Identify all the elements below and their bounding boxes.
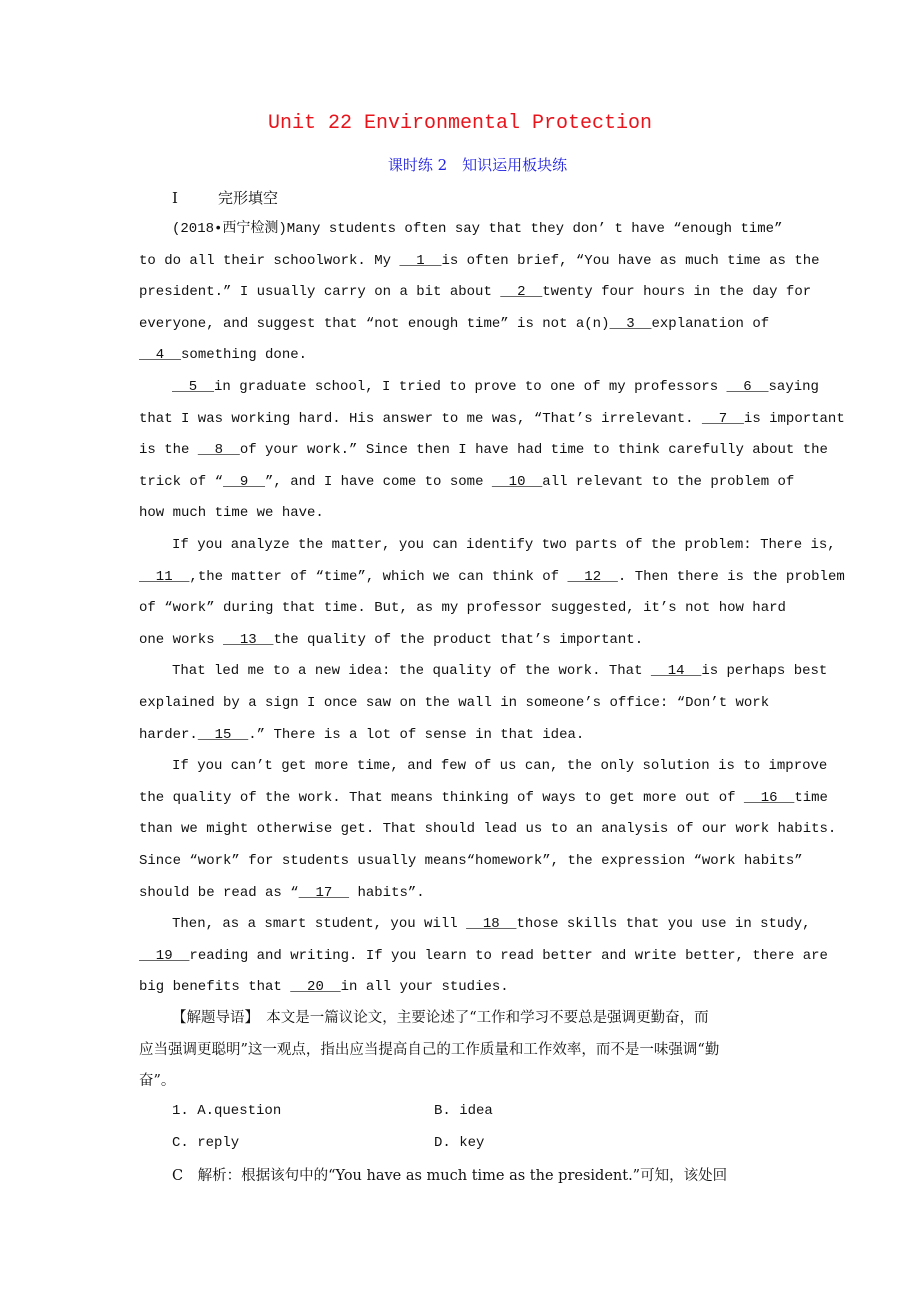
passage-text: one works xyxy=(139,632,224,648)
passage-text: is important xyxy=(743,411,845,427)
blank-4: 4 xyxy=(139,347,182,363)
blank-16: 16 xyxy=(743,790,795,806)
guide-line: 应当强调更聪明”这一观点，指出应当提高自己的工作质量和工作效率，而不是一味强调“勤 xyxy=(139,1042,720,1058)
passage-text: is the xyxy=(139,442,198,458)
passage-text: those skills that you use in study, xyxy=(516,916,811,932)
section-numeral: Ⅰ xyxy=(172,189,178,207)
passage-text: something done. xyxy=(181,347,308,363)
passage-text: should be read as “ xyxy=(139,885,299,901)
section-heading xyxy=(172,187,278,208)
passage-text: big benefits that xyxy=(139,979,291,995)
passage-text: . Then there is the problem xyxy=(617,569,845,585)
blank-13: 13 xyxy=(223,632,274,648)
passage-line xyxy=(139,946,828,966)
guide-line: 奋”。 xyxy=(139,1073,176,1089)
blank-12: 12 xyxy=(567,569,618,585)
passage-text: explained by a sign I once saw on the wall in someone’s office: “Don’t work xyxy=(139,695,770,711)
passage-text: Since “work” for students usually means“homework”, the expression “work habits” xyxy=(139,853,803,869)
passage-text: is perhaps best xyxy=(701,663,828,679)
passage-text: (2018•西宁检测)Many students often say that they don’ t have “enough time” xyxy=(172,221,783,237)
passage-text: how much time we have. xyxy=(139,505,324,521)
passage-text: in all your studies. xyxy=(340,979,509,995)
passage-text: to do all their schoolwork. My xyxy=(139,253,400,269)
blank-2: 2 xyxy=(500,284,543,300)
passage-line xyxy=(139,345,307,365)
blank-5: 5 xyxy=(172,379,215,395)
blank-6: 6 xyxy=(726,379,769,395)
passage-line xyxy=(139,251,820,271)
passage-line xyxy=(139,440,828,460)
option-c: C. reply xyxy=(172,1135,240,1151)
passage-line xyxy=(139,409,845,429)
option-a: 1. A.question xyxy=(172,1103,282,1119)
passage-text: of your work.” Since then I have had time to think carefully about the xyxy=(239,442,828,458)
passage-line xyxy=(139,883,425,903)
passage-text: is often brief, “You have as much time as the xyxy=(441,253,820,269)
passage-line xyxy=(139,693,769,713)
passage-text: habits”. xyxy=(349,885,425,901)
passage-text: .” There is a lot of sense in that idea. xyxy=(248,727,585,743)
passage-line xyxy=(139,851,803,871)
passage-text: twenty four hours in the day for xyxy=(542,284,812,300)
blank-14: 14 xyxy=(650,663,702,679)
passage-text: president.” I usually carry on a bit about xyxy=(139,284,501,300)
passage-line xyxy=(172,756,827,776)
passage-line xyxy=(139,598,786,618)
passage-line xyxy=(139,503,324,523)
blank-10: 10 xyxy=(491,474,543,490)
passage-text: the quality of the work. That means thinking of ways to get more out of xyxy=(139,790,744,806)
passage-text: the quality of the product that’s important. xyxy=(273,632,644,648)
passage-line xyxy=(139,630,643,650)
passage-line xyxy=(172,535,836,555)
passage-line xyxy=(139,472,794,492)
passage-text: reading and writing. If you learn to read better and write better, there are xyxy=(189,948,828,964)
passage-line xyxy=(139,819,836,839)
passage-text: That led me to a new idea: the quality of the work. That xyxy=(172,663,651,679)
guide-line: 【解题导语】 本文是一篇议论文，主要论述了“工作和学习不要总是强调更勤奋，而 xyxy=(172,1010,709,1026)
passage-text: Then, as a smart student, you will xyxy=(172,916,467,932)
passage-line xyxy=(172,914,811,934)
passage-text: explanation of xyxy=(651,316,770,332)
option-d: D. key xyxy=(434,1135,485,1151)
section-label: 完形填空 xyxy=(218,189,279,207)
blank-20: 20 xyxy=(290,979,341,995)
blank-3: 3 xyxy=(609,316,652,332)
blank-1: 1 xyxy=(399,253,442,269)
blank-9: 9 xyxy=(223,474,266,490)
passage-text: trick of “ xyxy=(139,474,224,490)
blank-19: 19 xyxy=(139,948,190,964)
passage-text: time xyxy=(794,790,828,806)
blank-18: 18 xyxy=(466,916,517,932)
passage-text: than we might otherwise get. That should lead us to an analysis of our work habits. xyxy=(139,821,837,837)
blank-15: 15 xyxy=(197,727,249,743)
option-b: B. idea xyxy=(434,1103,493,1119)
page-subtitle: 课时练 2 知识运用板块练 xyxy=(387,156,568,174)
passage-line xyxy=(172,377,819,397)
blank-11: 11 xyxy=(139,569,190,585)
passage-text: ,the matter of “time”, which we can think of xyxy=(189,569,568,585)
passage-line xyxy=(139,567,845,587)
blank-8: 8 xyxy=(197,442,240,458)
passage-text: If you can’t get more time, and few of us can, the only solution is to improve xyxy=(172,758,828,774)
passage-line xyxy=(139,725,584,745)
blank-17: 17 xyxy=(298,885,350,901)
passage-line xyxy=(172,661,827,681)
passage-text: in graduate school, I tried to prove to one of my professors xyxy=(214,379,727,395)
passage-line xyxy=(139,314,769,334)
page-title: Unit 22 Environmental Protection xyxy=(267,112,653,135)
passage-text: all relevant to the problem of xyxy=(542,474,795,490)
analysis-text: C 解析：根据该句中的“You have as much time as the president.”可知，该处回 xyxy=(172,1168,728,1184)
passage-line xyxy=(172,219,783,239)
passage-text: harder. xyxy=(139,727,198,743)
passage-text: that I was working hard. His answer to me was, “That’s irrelevant. xyxy=(139,411,702,427)
passage-line xyxy=(139,282,811,302)
passage-text: If you analyze the matter, you can identify two parts of the problem: There is, xyxy=(172,537,836,553)
passage-line xyxy=(139,977,509,997)
passage-line xyxy=(139,788,828,808)
passage-text: ”, and I have come to some xyxy=(265,474,492,490)
passage-text: everyone, and suggest that “not enough time” is not a(n) xyxy=(139,316,610,332)
passage-text: saying xyxy=(768,379,819,395)
passage-text: of “work” during that time. But, as my professor suggested, it’s not how hard xyxy=(139,600,786,616)
blank-7: 7 xyxy=(701,411,744,427)
